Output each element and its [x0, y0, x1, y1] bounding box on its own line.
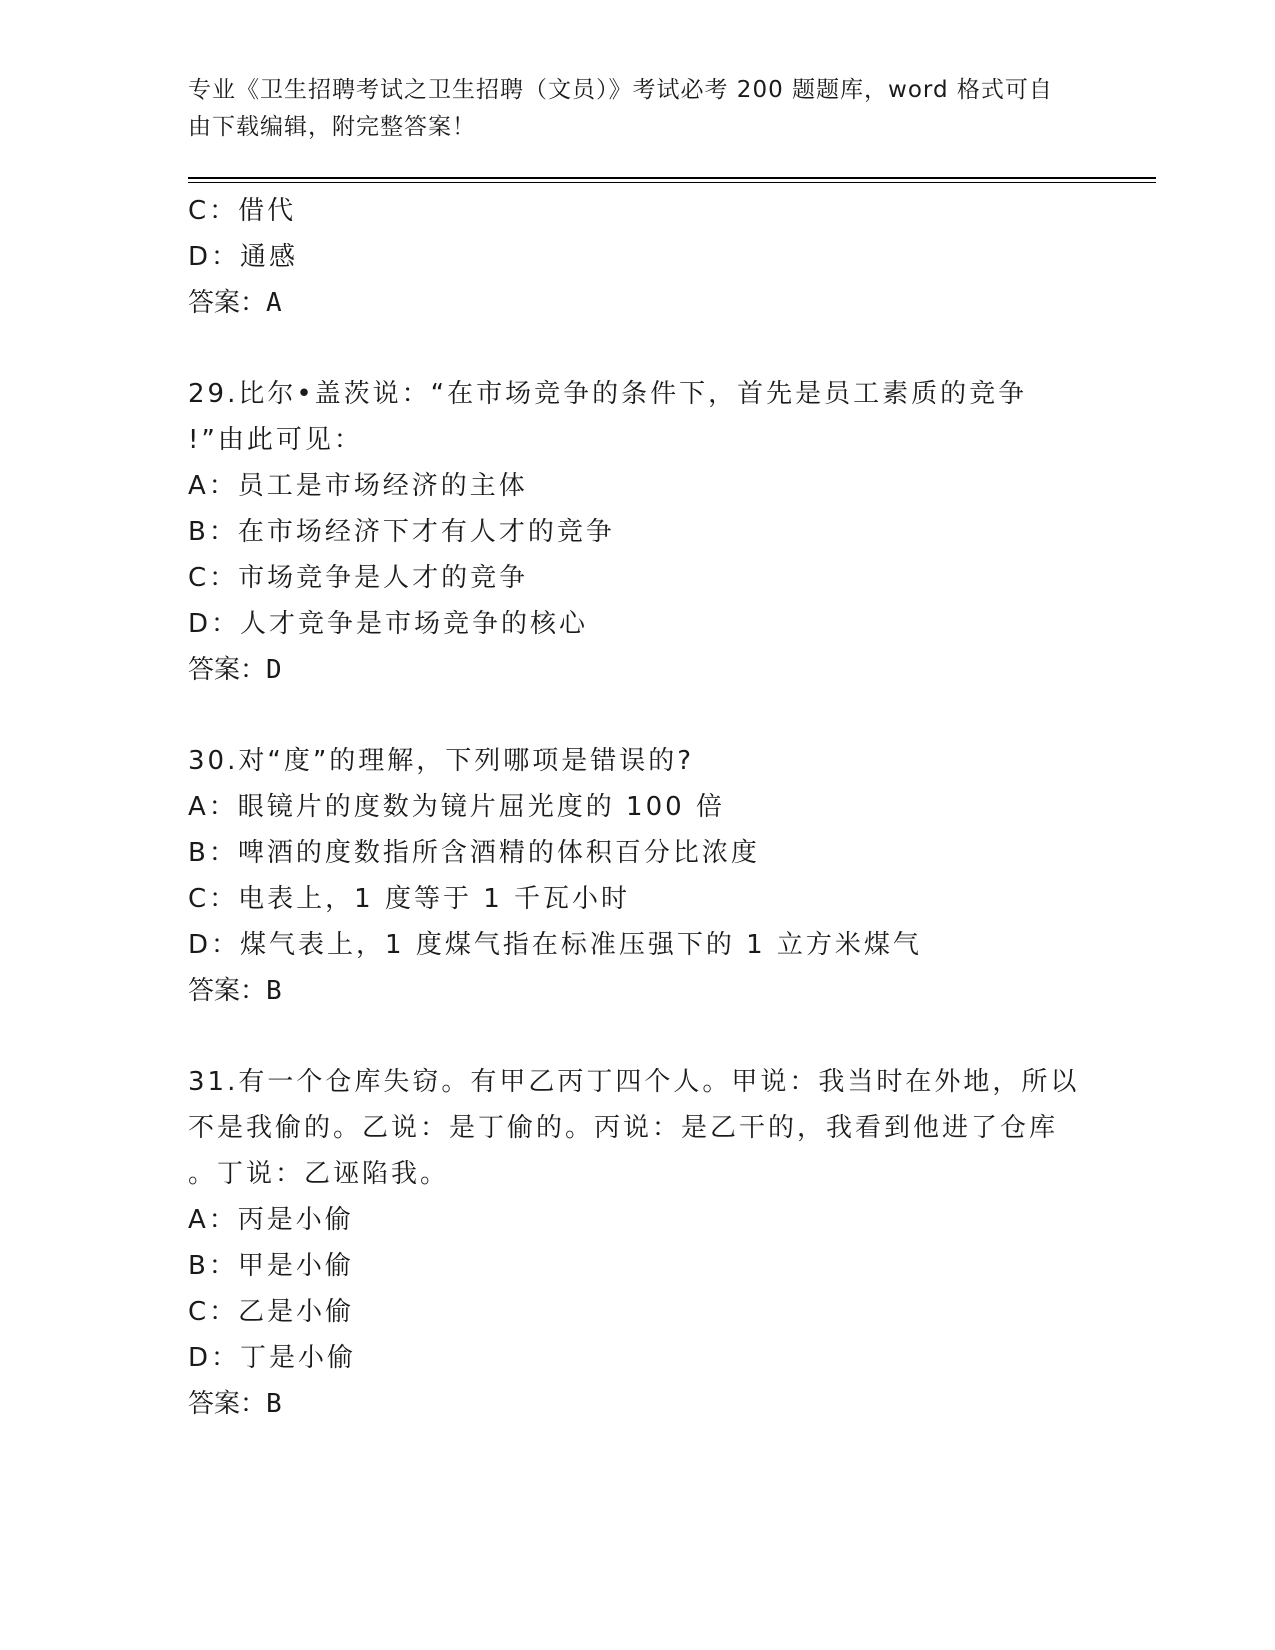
- option-c: C：电表上，1 度等于 1 千瓦小时: [188, 884, 631, 914]
- answer-value: B: [266, 1389, 282, 1419]
- question-30: [188, 738, 1088, 1014]
- option-d: D：丁是小偷: [188, 1343, 357, 1373]
- option-c: C：借代: [188, 196, 297, 226]
- question-28-tail: [188, 188, 1088, 326]
- header-divider-thick: [188, 177, 1156, 179]
- question-31: [188, 1059, 1088, 1427]
- question-stem-line: 29.比尔•盖茨说：“在市场竞争的条件下，首先是员工素质的竞争: [188, 379, 1028, 409]
- answer-value: A: [266, 288, 282, 318]
- header-divider-thin: [188, 182, 1156, 183]
- option-a: A：员工是市场经济的主体: [188, 471, 528, 501]
- option-d: D：煤气表上，1 度煤气指在标准压强下的 1 立方米煤气: [188, 930, 922, 960]
- option-a: A：眼镜片的度数为镜片屈光度的 100 倍: [188, 792, 725, 822]
- header-line-2: 由下载编辑，附完整答案！: [188, 114, 476, 140]
- answer-line: [188, 1381, 1088, 1427]
- option-b: B：啤酒的度数指所含酒精的体积百分比浓度: [188, 838, 760, 868]
- answer-label: 答案：: [188, 976, 267, 1006]
- option-d: D：人才竞争是市场竞争的核心: [188, 609, 589, 639]
- option-b: B：在市场经济下才有人才的竞争: [188, 517, 615, 547]
- answer-label: 答案：: [188, 288, 267, 318]
- question-stem-line: 。丁说：乙诬陷我。: [188, 1159, 450, 1189]
- header-line-1: 专业《卫生招聘考试之卫生招聘（文员）》考试必考 200 题题库，word 格式可自: [188, 77, 1053, 103]
- answer-value: D: [266, 655, 282, 685]
- option-d: D：通感: [188, 242, 299, 272]
- document-header: [188, 72, 1088, 146]
- question-29: [188, 371, 1088, 693]
- answer-line: [188, 968, 1088, 1014]
- answer-value: B: [266, 976, 282, 1006]
- option-c: C：乙是小偷: [188, 1297, 355, 1327]
- question-stem-line: !”由此可见：: [188, 425, 363, 455]
- question-stem-line: 30.对“度”的理解，下列哪项是错误的?: [188, 746, 695, 776]
- answer-line: [188, 280, 1088, 326]
- option-c: C：市场竞争是人才的竞争: [188, 563, 529, 593]
- answer-line: [188, 647, 1088, 693]
- option-a: A：丙是小偷: [188, 1205, 354, 1235]
- question-stem-line: 31.有一个仓库失窃。有甲乙丙丁四个人。甲说：我当时在外地，所以: [188, 1067, 1080, 1097]
- document-body: [188, 188, 1088, 1427]
- answer-label: 答案：: [188, 1389, 267, 1419]
- question-stem-line: 不是我偷的。乙说：是丁偷的。丙说：是乙干的，我看到他进了仓库: [188, 1113, 1059, 1143]
- answer-label: 答案：: [188, 655, 267, 685]
- option-b: B：甲是小偷: [188, 1251, 354, 1281]
